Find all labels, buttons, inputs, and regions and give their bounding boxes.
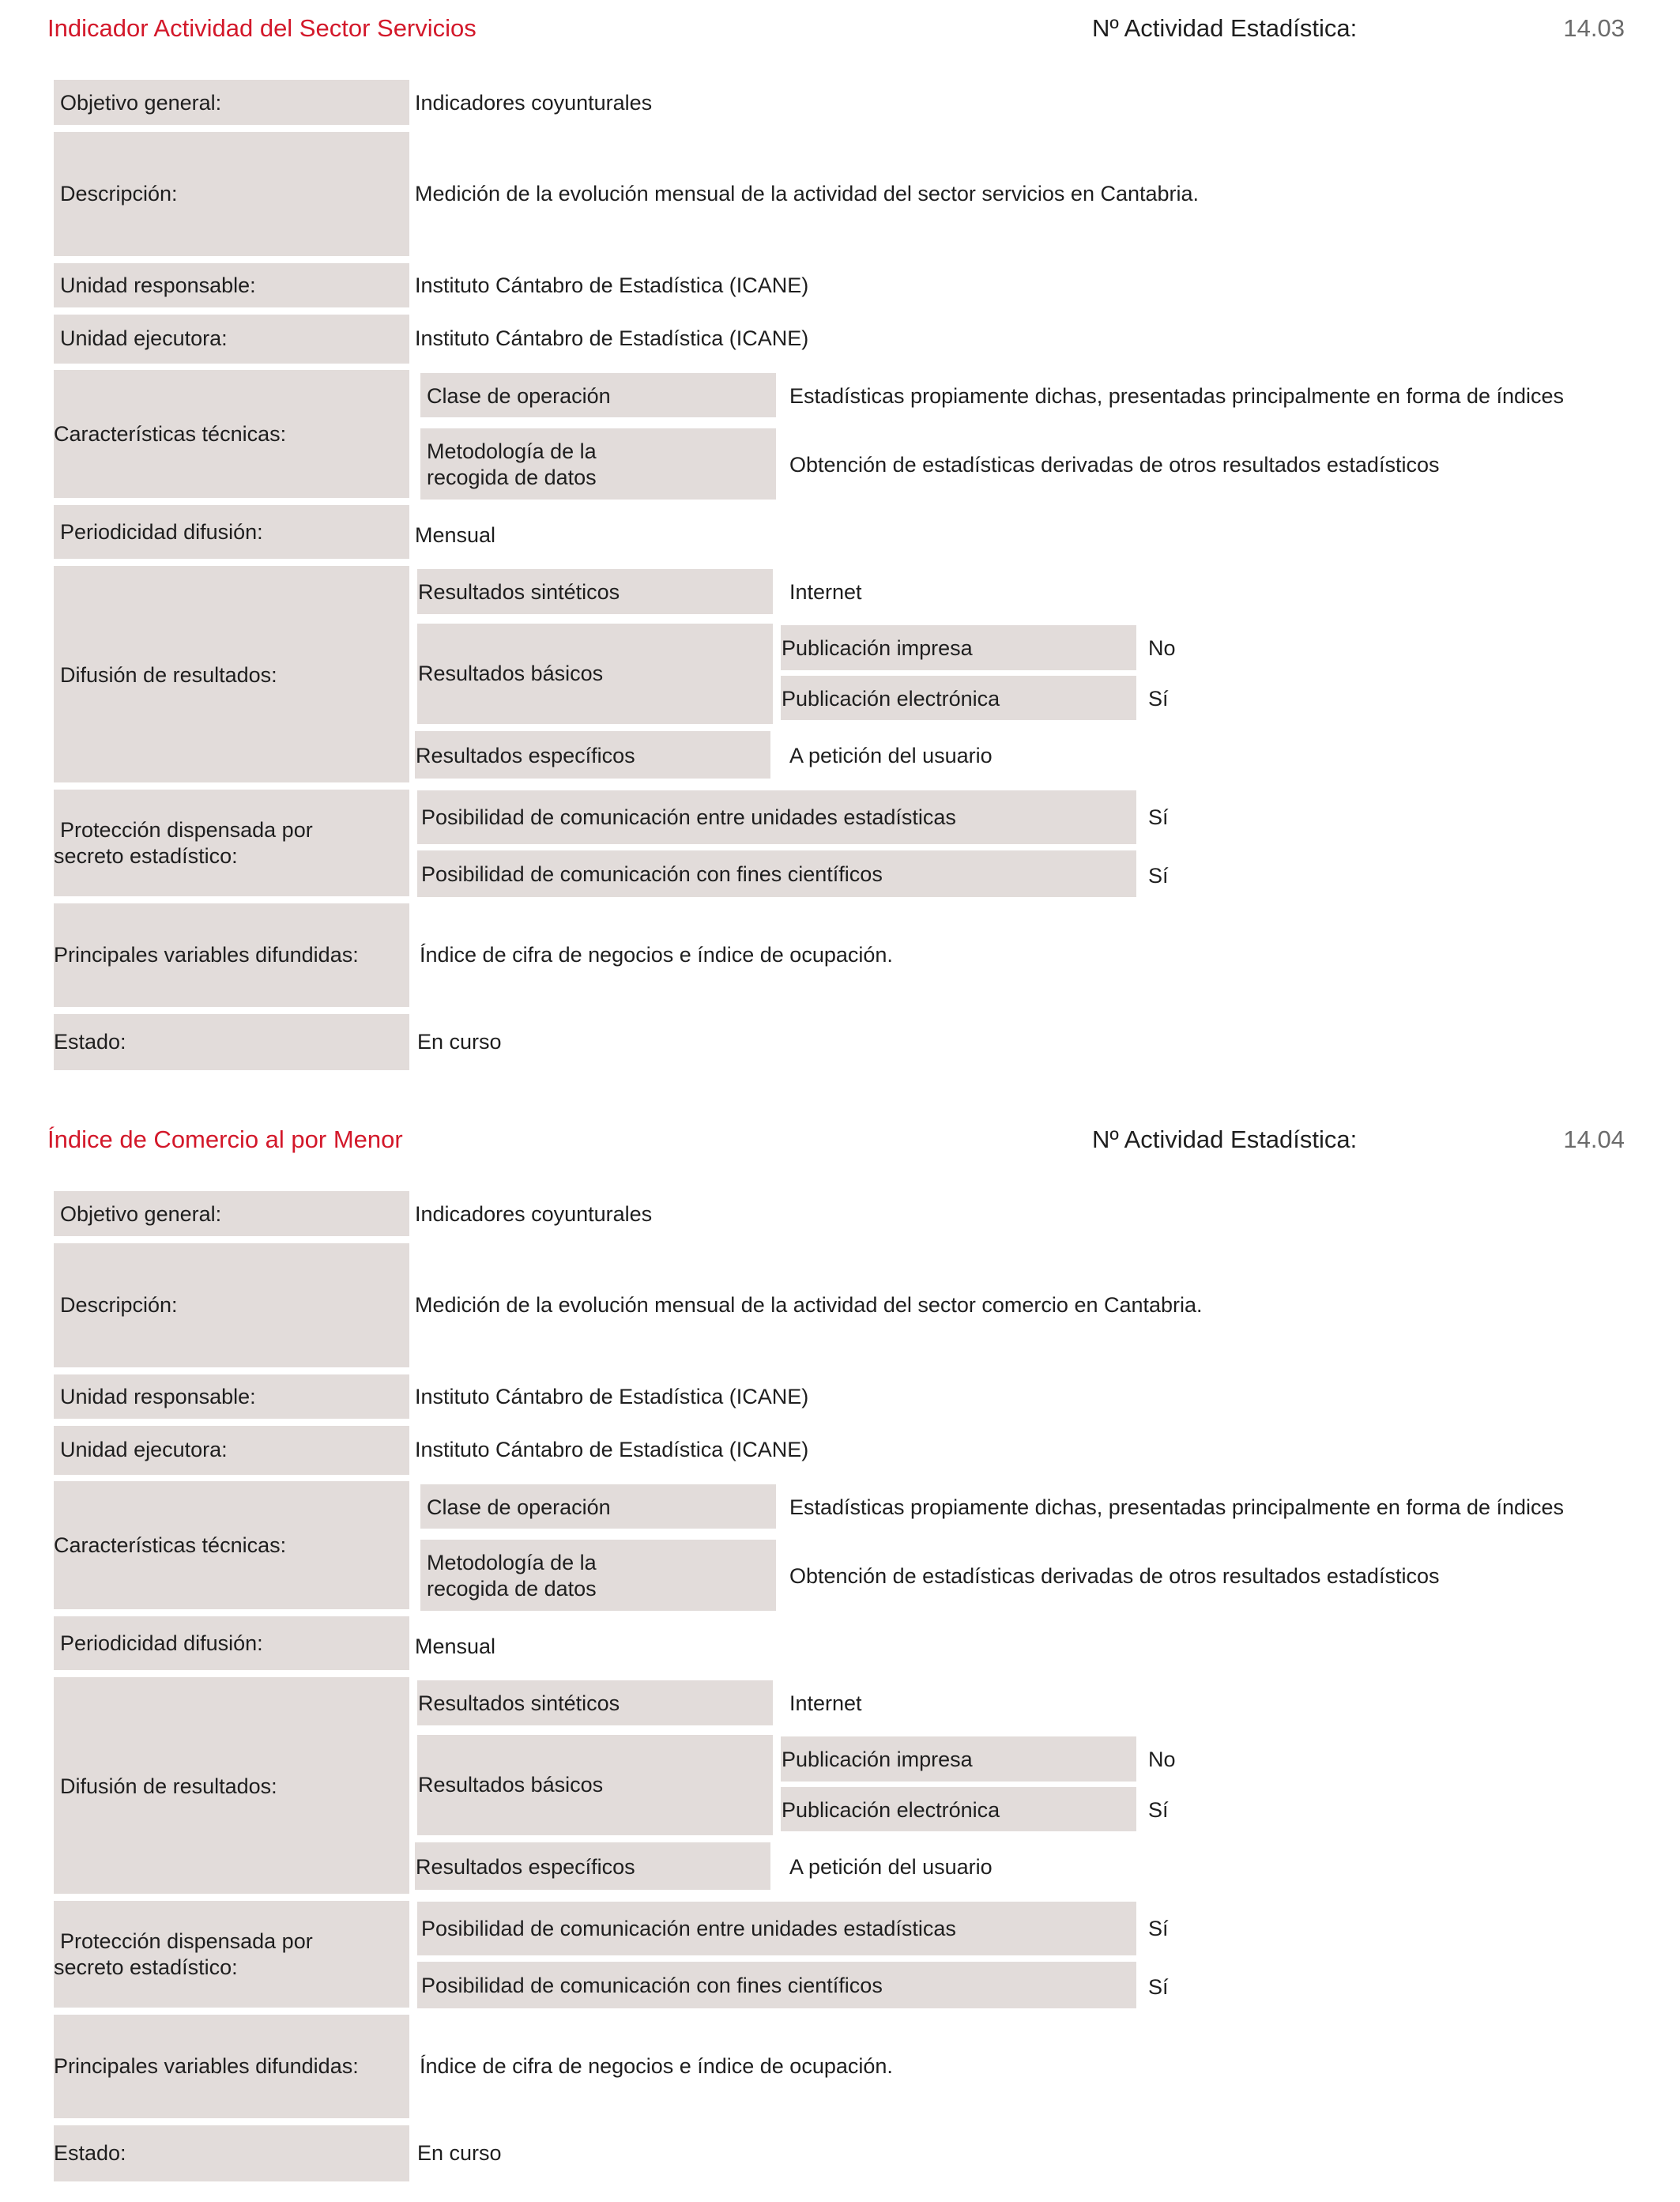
pub-electronica-label: Publicación electrónica: [782, 1798, 1000, 1822]
objetivo-label: Objetivo general:: [60, 91, 222, 115]
activity-title: Indicador Actividad del Sector Servicios: [47, 14, 477, 42]
pub-impresa-value: No: [1148, 1748, 1176, 1771]
res-basicos-label: Resultados básicos: [418, 1773, 604, 1797]
estado-label: Estado:: [54, 2141, 126, 2165]
unidad-ejecutora-value: Instituto Cántabro de Estadística (ICANE): [415, 1438, 809, 1461]
variables-value: Índice de cifra de negocios e índice de ocupación.: [420, 2054, 893, 2078]
pub-impresa-value: No: [1148, 636, 1176, 660]
res-sinteticos-label: Resultados sintéticos: [418, 1691, 620, 1715]
pub-impresa-label: Publicación impresa: [782, 1748, 973, 1771]
metodologia-label-line2: recogida de datos: [427, 1577, 597, 1601]
difusion-label: Difusión de resultados:: [60, 663, 277, 687]
proteccion-label-line2: secreto estadístico:: [54, 1955, 238, 1979]
descripcion-label: Descripción:: [60, 182, 178, 205]
estado-value: En curso: [417, 2141, 502, 2165]
res-basicos-label: Resultados básicos: [418, 662, 604, 685]
periodicidad-label: Periodicidad difusión:: [60, 1631, 263, 1655]
pub-electronica-value: Sí: [1148, 1798, 1169, 1822]
com-unidades-label: Posibilidad de comunicación entre unidades estadísticas: [421, 1917, 956, 1940]
caracteristicas-label: Características técnicas:: [54, 1533, 287, 1557]
com-unidades-value: Sí: [1148, 805, 1169, 829]
variables-value: Índice de cifra de negocios e índice de ocupación.: [420, 943, 893, 967]
clase-operacion-value: Estadísticas propiamente dichas, presentadas principalmente en forma de índices: [789, 1495, 1565, 1519]
variables-label: Principales variables difundidas:: [54, 943, 359, 967]
res-sinteticos-value: Internet: [789, 580, 862, 604]
proteccion-label-line1: Protección dispensada por: [60, 818, 313, 842]
pub-impresa-label: Publicación impresa: [782, 636, 973, 660]
activity-record: [0, 0, 1680, 1091]
metodologia-label-line1: Metodología de la: [427, 1551, 597, 1574]
estado-value: En curso: [417, 1030, 502, 1054]
difusion-label: Difusión de resultados:: [60, 1774, 277, 1798]
estado-label: Estado:: [54, 1030, 126, 1054]
unidad-ejecutora-value: Instituto Cántabro de Estadística (ICANE): [415, 326, 809, 350]
objetivo-label: Objetivo general:: [60, 1202, 222, 1226]
com-unidades-value: Sí: [1148, 1917, 1169, 1940]
metodologia-value: Obtención de estadísticas derivadas de otros resultados estadísticos: [789, 1564, 1440, 1588]
proteccion-label-line1: Protección dispensada por: [60, 1929, 313, 1953]
metodologia-value: Obtención de estadísticas derivadas de otros resultados estadísticos: [789, 453, 1440, 477]
activity-title: Índice de Comercio al por Menor: [47, 1126, 403, 1153]
clase-operacion-label: Clase de operación: [427, 384, 611, 408]
periodicidad-value: Mensual: [415, 523, 496, 547]
metodologia-label-line1: Metodología de la: [427, 439, 597, 463]
clase-operacion-label: Clase de operación: [427, 1495, 611, 1519]
objetivo-value: Indicadores coyunturales: [415, 1202, 653, 1226]
caracteristicas-label: Características técnicas:: [54, 422, 287, 446]
res-sinteticos-label: Resultados sintéticos: [418, 580, 620, 604]
unidad-responsable-value: Instituto Cántabro de Estadística (ICANE): [415, 273, 809, 297]
variables-label: Principales variables difundidas:: [54, 2054, 359, 2078]
res-especificos-value: A petición del usuario: [789, 1855, 993, 1879]
descripcion-value: Medición de la evolución mensual de la actividad del sector comercio en Cantabria.: [415, 1293, 1203, 1317]
res-especificos-value: A petición del usuario: [789, 744, 993, 767]
activity-number-label: Nº Actividad Estadística:: [1092, 14, 1358, 42]
com-unidades-label: Posibilidad de comunicación entre unidades estadísticas: [421, 805, 956, 829]
pub-electronica-label: Publicación electrónica: [782, 687, 1000, 711]
metodologia-label-line2: recogida de datos: [427, 466, 597, 489]
res-sinteticos-value: Internet: [789, 1691, 862, 1715]
periodicidad-value: Mensual: [415, 1635, 496, 1658]
activity-record: [0, 1111, 1680, 2202]
activity-number: 14.04: [1563, 1126, 1625, 1153]
proteccion-label-line2: secreto estadístico:: [54, 844, 238, 868]
com-cientificos-value: Sí: [1148, 864, 1169, 888]
objetivo-value: Indicadores coyunturales: [415, 91, 653, 115]
activity-number-label: Nº Actividad Estadística:: [1092, 1126, 1358, 1153]
unidad-ejecutora-label: Unidad ejecutora:: [60, 1438, 228, 1461]
com-cientificos-label: Posibilidad de comunicación con fines científicos: [421, 862, 883, 886]
descripcion-label: Descripción:: [60, 1293, 178, 1317]
activity-number: 14.03: [1563, 14, 1625, 42]
pub-electronica-value: Sí: [1148, 687, 1169, 711]
unidad-ejecutora-label: Unidad ejecutora:: [60, 326, 228, 350]
res-especificos-label: Resultados específicos: [416, 1855, 635, 1879]
descripcion-value: Medición de la evolución mensual de la actividad del sector servicios en Cantabria.: [415, 182, 1200, 205]
com-cientificos-label: Posibilidad de comunicación con fines científicos: [421, 1974, 883, 1997]
periodicidad-label: Periodicidad difusión:: [60, 520, 263, 544]
unidad-responsable-value: Instituto Cántabro de Estadística (ICANE): [415, 1385, 809, 1408]
com-cientificos-value: Sí: [1148, 1975, 1169, 1999]
clase-operacion-value: Estadísticas propiamente dichas, presentadas principalmente en forma de índices: [789, 384, 1565, 408]
unidad-responsable-label: Unidad responsable:: [60, 1385, 256, 1408]
res-especificos-label: Resultados específicos: [416, 744, 635, 767]
unidad-responsable-label: Unidad responsable:: [60, 273, 256, 297]
